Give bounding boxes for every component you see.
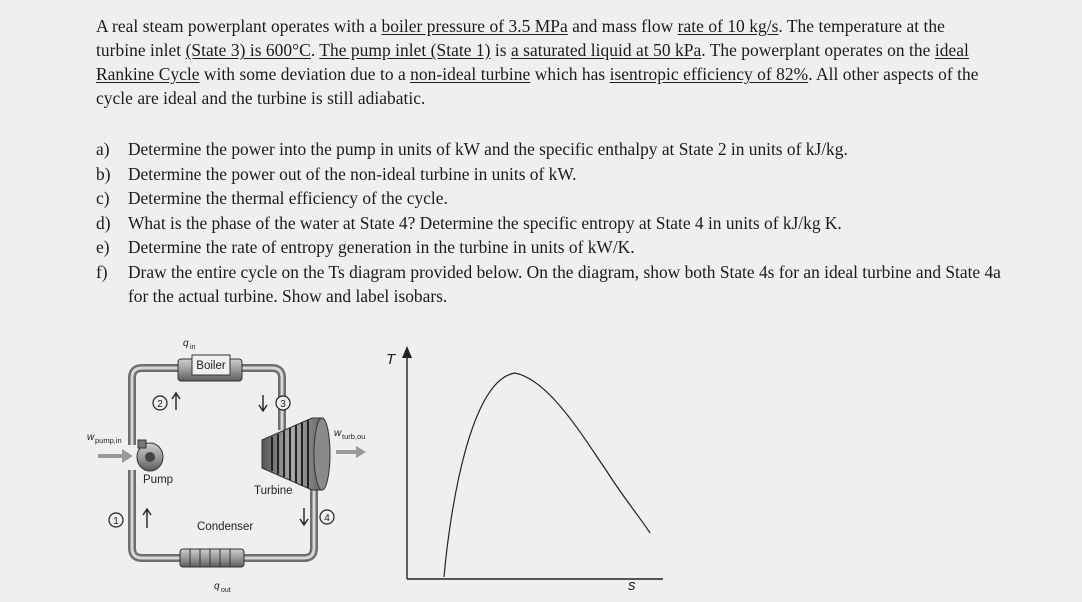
ideal-rankine-cycle: ideal Rankine Cycle bbox=[96, 40, 969, 84]
question-text: Determine the power into the pump in units of kW and the specific enthalpy at State 2 in units of kJ/kg. bbox=[128, 139, 848, 159]
intro-text: . The temperature at the turbine inlet bbox=[96, 16, 945, 60]
flow-arrow-up-icon bbox=[143, 509, 151, 528]
turbine-inlet-state: (State 3) is 600°C bbox=[185, 40, 311, 60]
intro-text: . bbox=[310, 40, 320, 60]
w-turb-subscript: turb,ou bbox=[342, 432, 366, 441]
question-label: d) bbox=[96, 212, 111, 233]
intro-text: . The powerplant operates on the bbox=[701, 40, 935, 60]
question-text: What is the phase of the water at State 4? Determine the specific entropy at State 4 in units of kJ/kg K. bbox=[128, 212, 842, 233]
q-in-subscript: in bbox=[190, 344, 196, 351]
intro-text: is bbox=[490, 40, 511, 60]
intro-text: which has bbox=[530, 64, 610, 84]
w-turb-label: w bbox=[334, 428, 342, 439]
intro-text: and mass flow bbox=[567, 16, 678, 36]
boiler-unit bbox=[178, 355, 242, 381]
intro-text: A real steam powerplant operates with a bbox=[96, 16, 382, 36]
question-text: Determine the thermal efficiency of the cycle. bbox=[128, 188, 448, 208]
state-2-label: 2 bbox=[157, 399, 163, 410]
turbine-label: Turbine bbox=[254, 485, 293, 497]
condenser-label: Condenser bbox=[197, 521, 254, 533]
turbine-unit bbox=[262, 418, 330, 490]
question-label: a) bbox=[96, 139, 110, 159]
isentropic-efficiency: isentropic efficiency of 82% bbox=[609, 64, 809, 84]
w-pump-subscript: pump,in bbox=[95, 436, 122, 445]
pump-label: Pump bbox=[143, 474, 174, 486]
state-4-label: 4 bbox=[324, 513, 330, 524]
flow-arrow-up-icon bbox=[172, 393, 180, 410]
question-label: e) bbox=[96, 237, 110, 257]
q-out-label: q bbox=[214, 581, 220, 592]
boiler-label: Boiler bbox=[196, 360, 226, 372]
question-label: c) bbox=[96, 188, 110, 208]
question-text: Determine the rate of entropy generation in the turbine in units of kW/K. bbox=[128, 237, 635, 257]
flow-arrow-down-icon bbox=[300, 508, 308, 525]
condenser-unit bbox=[180, 549, 244, 567]
mass-flow-rate: rate of 10 kg/s bbox=[677, 16, 779, 36]
q-in-label: q bbox=[183, 338, 189, 349]
non-ideal-turbine: non-ideal turbine bbox=[410, 64, 531, 84]
boiler-pressure: boiler pressure of 3.5 MPa bbox=[381, 16, 568, 36]
ts-diagram bbox=[380, 340, 680, 602]
flow-arrow-down-icon bbox=[259, 395, 267, 411]
pump-inlet-state: The pump inlet (State 1) bbox=[319, 40, 491, 60]
axis-arrow-up-icon bbox=[402, 346, 412, 358]
question-text: Draw the entire cycle on the Ts diagram provided below. On the diagram, show both State 4s for an ideal turbine and State 4a for the actual turbine. Show and label isobars. bbox=[128, 261, 1001, 306]
saturation-dome bbox=[444, 373, 650, 577]
s-axis-label: s bbox=[628, 577, 636, 594]
work-out-arrowhead-icon bbox=[356, 446, 366, 458]
work-in-arrowhead-icon bbox=[122, 449, 133, 463]
question-label: f) bbox=[96, 261, 108, 282]
pump-unit bbox=[137, 440, 163, 471]
w-pump-label: w bbox=[87, 432, 95, 443]
t-axis-label: T bbox=[386, 351, 396, 368]
state-1-label: 1 bbox=[113, 516, 119, 527]
intro-text: . All other aspects of the cycle are ideal and the turbine is still adiabatic. bbox=[96, 64, 979, 108]
intro-text: with some deviation due to a bbox=[199, 64, 411, 84]
saturated-liquid: a saturated liquid at 50 kPa bbox=[511, 40, 702, 60]
question-label: b) bbox=[96, 163, 111, 184]
state-3-label: 3 bbox=[280, 399, 286, 410]
question-text: Determine the power out of the non-ideal turbine in units of kW. bbox=[128, 163, 577, 184]
q-out-subscript: out bbox=[221, 587, 231, 594]
